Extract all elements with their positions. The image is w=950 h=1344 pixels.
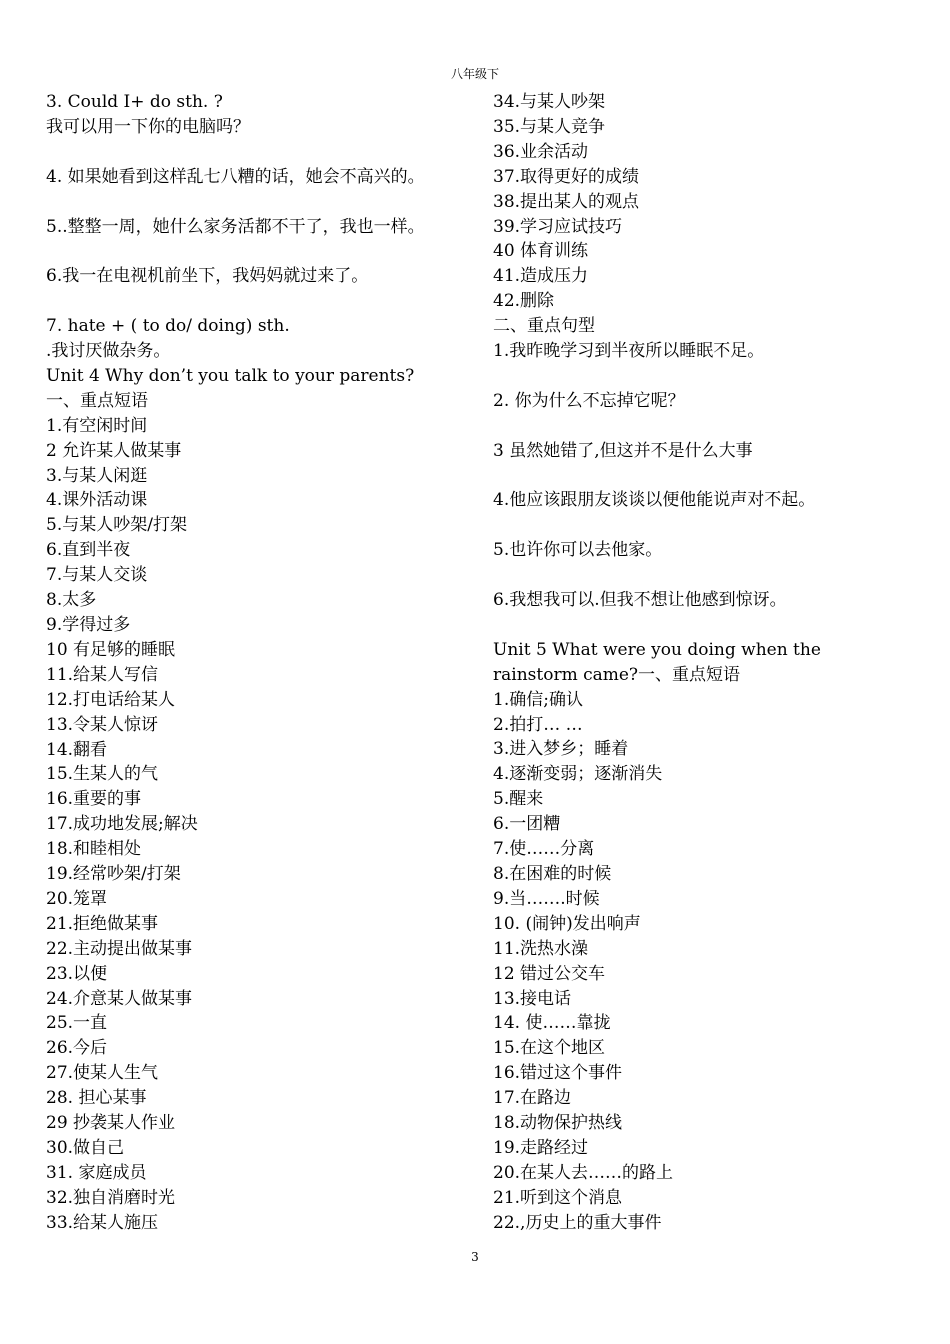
sentence-item: 4.他应该跟朋友谈谈以便他能说声对不起。 [493,490,816,511]
text-line: 4. 如果她看到这样乱七八糟的话，她会不高兴的。 [46,166,425,187]
phrase-item: 22.,历史上的重大事件 [493,1212,662,1233]
phrase-item: 2 允许某人做某事 [46,440,182,461]
phrase-item: 32.独自消磨时光 [46,1187,176,1208]
phrase-item: 27.使某人生气 [46,1063,159,1084]
phrase-item: 8.太多 [46,590,97,611]
phrase-item: 18.和睦相处 [46,839,142,860]
phrase-item: 8.在困难的时候 [493,864,612,884]
phrase-item: 26.今后 [46,1038,108,1059]
phrase-item: 41.造成压力 [493,266,589,287]
sentence-item: 2. 你为什么不忘掉它呢？ [493,390,685,411]
text-line: 6.我一在电视机前坐下，我妈妈就过来了。 [46,266,369,287]
phrase-item: 14. 使……靠拢 [493,1013,611,1034]
section-heading: 二、重点句型 [493,316,595,337]
blank-line [493,613,913,638]
blank-line [493,464,913,489]
phrase-item: 36.业余活动 [493,141,589,162]
phrase-item: 6.一团糟 [493,814,561,835]
text-line: 3. Could I+ do sth. ? [46,92,223,112]
phrase-item: 12.打电话给某人 [46,689,176,710]
phrase-item: 22.主动提出做某事 [46,938,193,959]
text-line: 7. hate + ( to do/ doing) sth. [46,316,290,337]
phrase-item: 11.给某人写信 [46,664,159,685]
page-header: 八年级下 [450,67,499,81]
blank-line [493,563,913,588]
phrase-item: 7.与某人交谈 [46,565,148,586]
phrase-item: 31. 家庭成员 [46,1162,147,1183]
blank-line [493,364,913,389]
phrase-item: 9.学得过多 [46,614,131,635]
phrase-item: 7.使……分离 [493,839,595,860]
phrase-item: 12 错过公交车 [493,963,606,984]
phrase-item: 13.令某人惊讶 [46,714,159,735]
unit-heading: Unit 5 What were you doing when the [493,639,821,660]
phrase-item: 11.洗热水澡 [493,938,589,959]
phrase-item: 37.取得更好的成绩 [493,166,640,187]
phrase-item: 23.以便 [46,963,108,984]
phrase-item: 4.逐渐变弱；逐渐消失 [493,764,663,785]
blank-line [46,190,476,215]
blank-line [46,289,476,314]
blank-line [493,513,913,538]
phrase-item: 18.动物保护热线 [493,1113,623,1134]
sentence-item: 1.我昨晚学习到半夜所以睡眠不足。 [493,341,765,362]
phrase-item: 19.走路经过 [493,1137,589,1158]
page-number: 3 [471,1250,479,1264]
phrase-item: 38.提出某人的观点 [493,191,640,212]
phrase-item: 13.接电话 [493,988,572,1009]
phrase-item: 4.课外活动课 [46,490,148,511]
phrase-item: 1.有空闲时间 [46,415,148,436]
phrase-item: 1.确信;确认 [493,689,583,710]
phrase-item: 17.在路边 [493,1088,572,1109]
phrase-item: 10 有足够的睡眠 [46,639,176,660]
section-heading: 一、重点短语 [46,390,148,411]
phrase-item: 3.进入梦乡；睡着 [493,739,629,760]
phrase-item: 9.当…….时候 [493,888,600,909]
phrase-item: 15.在这个地区 [493,1038,606,1059]
phrase-item: 25.一直 [46,1013,108,1034]
phrase-item: 16.重要的事 [46,789,142,810]
phrase-item: 16.错过这个事件 [493,1063,623,1084]
right-column [493,90,913,1236]
phrase-item: 19.经常吵架/打架 [46,864,181,885]
phrase-item: 29 抄袭某人作业 [46,1113,176,1134]
sentence-item: 6.我想我可以.但我不想让他感到惊讶。 [493,590,787,611]
phrase-item: 14.翻看 [46,739,108,760]
phrase-item: 40 体育训练 [493,241,589,262]
phrase-item: 30.做自己 [46,1138,125,1158]
unit-heading: Unit 4 Why don’t you talk to your parents? [46,365,415,386]
phrase-item: 5.醒来 [493,789,544,810]
sentence-item: 5.也许你可以去他家。 [493,540,663,561]
phrase-item: 20.笼罩 [46,888,108,909]
phrase-item: 21.拒绝做某事 [46,913,159,934]
phrase-item: 17.成功地发展;解决 [46,814,198,835]
phrase-item: 34.与某人吵架 [493,92,606,112]
phrase-item: 42.删除 [493,291,555,312]
phrase-item: 15.生某人的气 [46,764,159,785]
phrase-item: 2.拍打… … [493,714,583,735]
blank-line [46,239,476,264]
unit-heading-continued: rainstorm came?一、重点短语 [493,664,741,685]
phrase-item: 10. (闹钟)发出响声 [493,913,641,934]
blank-line [493,414,913,439]
phrase-item: 5.与某人吵架/打架 [46,515,187,536]
blank-line [46,140,476,165]
phrase-item: 21.听到这个消息 [493,1187,623,1208]
phrase-item: 33.给某人施压 [46,1212,159,1233]
text-line: 5..整整一周，她什么家务活都不干了，我也一样。 [46,216,425,237]
sentence-item: 3 虽然她错了,但这并不是什么大事 [493,440,753,461]
left-column [46,90,476,1236]
text-line: 我可以用一下你的电脑吗？ [46,116,250,137]
phrase-item: 28. 担心某事 [46,1088,147,1109]
phrase-item: 3.与某人闲逛 [46,465,148,486]
text-line: .我讨厌做杂务。 [46,341,171,361]
phrase-item: 20.在某人去……的路上 [493,1162,674,1183]
phrase-item: 39.学习应试技巧 [493,216,623,237]
phrase-item: 24.介意某人做某事 [46,988,193,1009]
phrase-item: 6.直到半夜 [46,540,131,561]
phrase-item: 35.与某人竞争 [493,116,606,137]
